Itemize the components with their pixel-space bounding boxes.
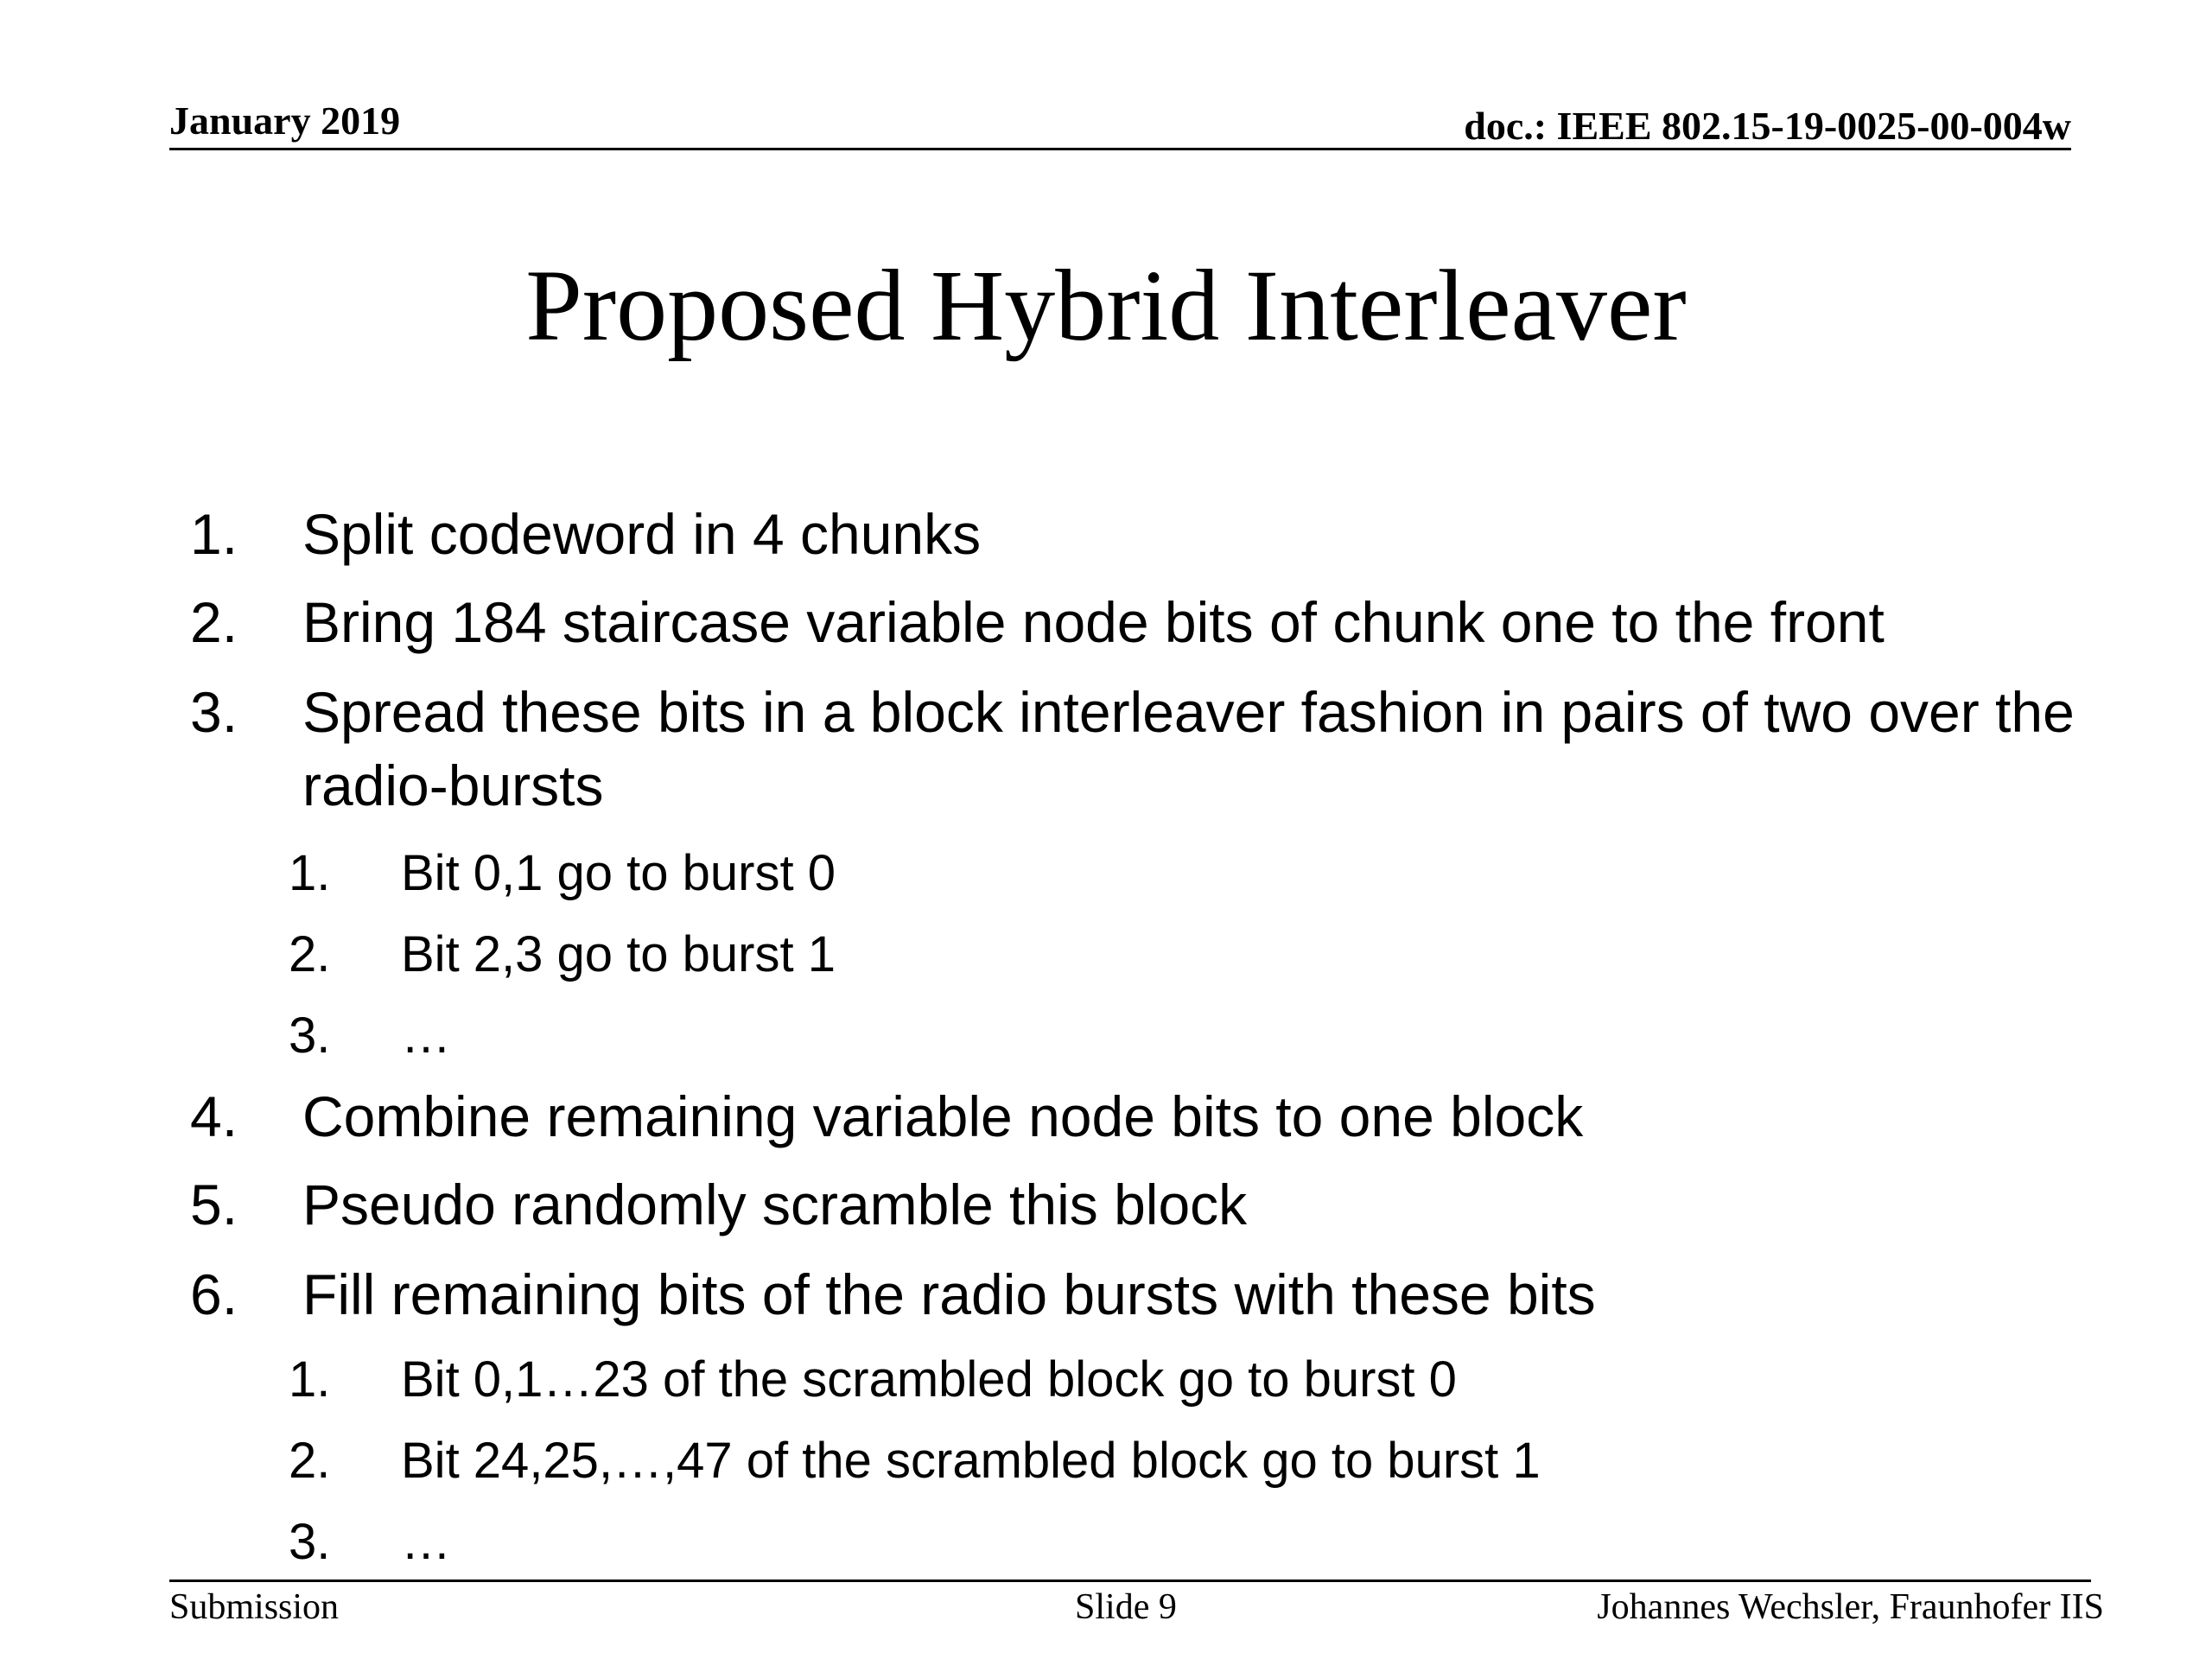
footer-slide-number: Slide 9	[1075, 1587, 1177, 1627]
sub-list-item-text: Bit 2,3 go to burst 1	[401, 926, 836, 982]
list-item	[190, 498, 2117, 571]
list-item	[190, 586, 2117, 659]
list-item	[190, 676, 2117, 823]
sub-list-item-text: …	[401, 1007, 451, 1064]
sub-list-item-number: 2.	[289, 1433, 331, 1489]
footer-submission: Submission	[169, 1587, 340, 1627]
sub-list-item	[289, 1350, 2043, 1410]
sub-list-item-text: Bit 0,1 go to burst 0	[401, 845, 836, 901]
list-item-number: 2.	[190, 590, 238, 654]
list-item-number: 1.	[190, 502, 238, 566]
slide-title: Proposed Hybrid Interleaver	[525, 249, 1687, 362]
sub-list-item-text: …	[401, 1514, 451, 1570]
list-item	[190, 1080, 2117, 1154]
sub-list-item	[289, 1512, 2043, 1573]
list-item-number: 5.	[190, 1173, 238, 1236]
list-item-text: Bring 184 staircase variable node bits of chunk one to the front	[302, 590, 1885, 654]
header-rule	[169, 148, 2071, 150]
list-item-text: Spread these bits in a block interleaver fashion in pairs of two over the radio-bursts	[302, 680, 2075, 817]
sub-list-item-number: 3.	[289, 1007, 331, 1064]
sub-list-item	[289, 1006, 2043, 1066]
list-item-number: 6.	[190, 1262, 238, 1326]
list-item	[190, 1258, 2117, 1332]
list-item-number: 3.	[190, 680, 238, 744]
sub-list-item-number: 1.	[289, 1351, 331, 1408]
sub-list-item-number: 3.	[289, 1514, 331, 1570]
sub-list-item-text: Bit 24,25,…,47 of the scrambled block go to burst 1	[401, 1433, 1541, 1489]
sub-list-item-number: 1.	[289, 845, 331, 901]
header-doc-id: doc.: IEEE 802.15-19-0025-00-004w	[1464, 104, 2071, 148]
list-item-text: Combine remaining variable node bits to one block	[302, 1084, 1584, 1148]
sub-list-item-number: 2.	[289, 926, 331, 982]
list-item-number: 4.	[190, 1084, 238, 1148]
header-date: January 2019	[169, 99, 401, 143]
list-item-text: Pseudo randomly scramble this block	[302, 1173, 1248, 1236]
list-item-text: Split codeword in 4 chunks	[302, 502, 982, 566]
footer-rule	[169, 1580, 2091, 1582]
list-item	[190, 1168, 2117, 1242]
footer-author: Johannes Wechsler, Fraunhofer IIS	[1597, 1587, 2104, 1627]
sub-list-item	[289, 1431, 2043, 1491]
sub-list-item-text: Bit 0,1…23 of the scrambled block go to burst 0	[401, 1351, 1457, 1408]
list-item-text: Fill remaining bits of the radio bursts with these bits	[302, 1262, 1596, 1326]
sub-list-item	[289, 925, 2043, 985]
sub-list-item	[289, 843, 2043, 904]
